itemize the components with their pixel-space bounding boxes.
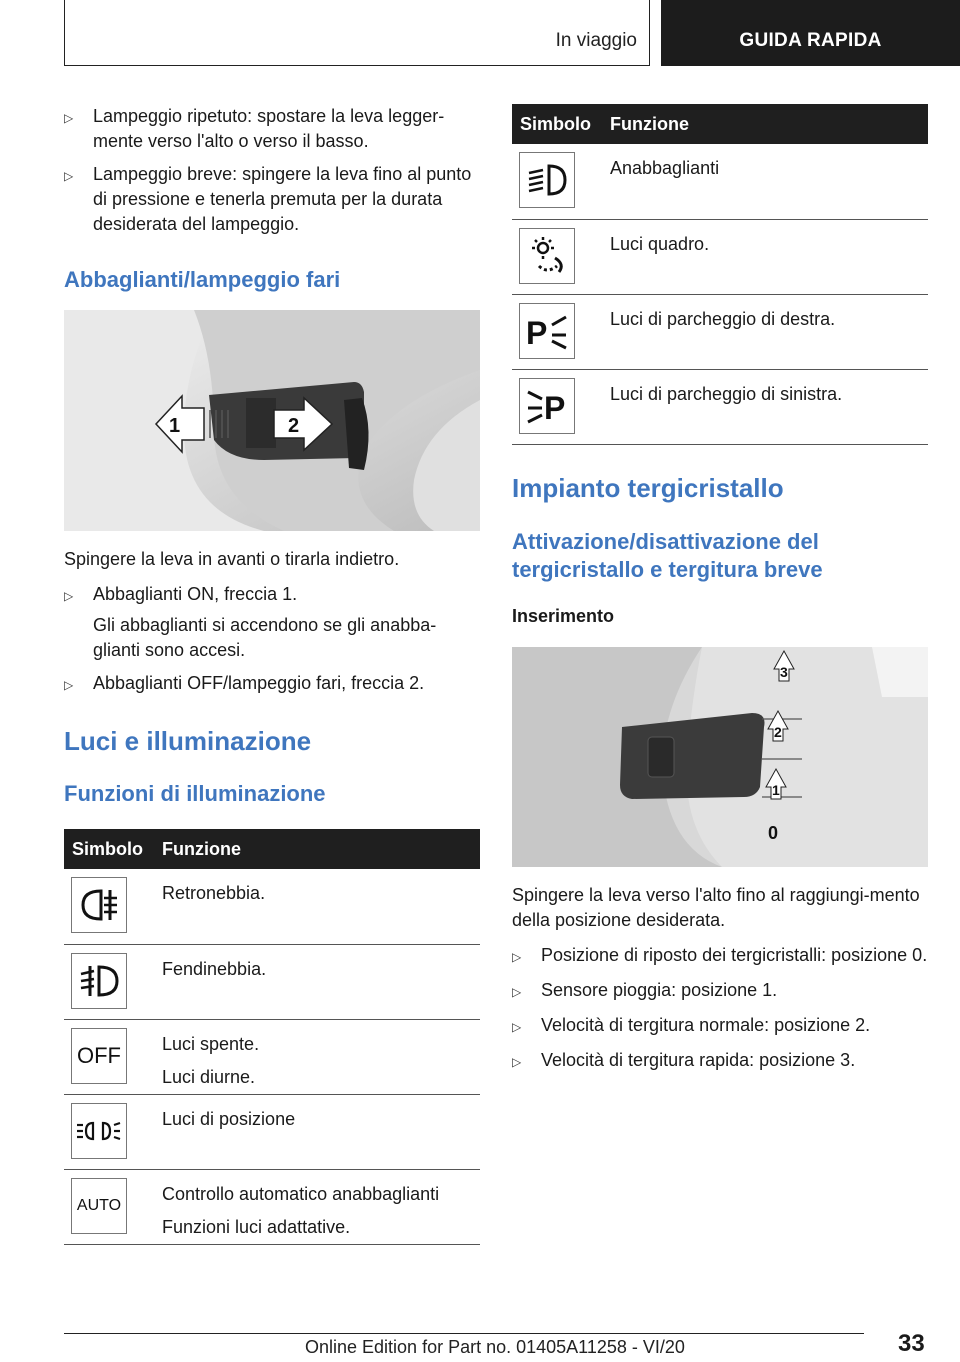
stalk-illustration <box>64 310 480 531</box>
list-item: ▷ Abbaglianti ON, freccia 1. Gli abbaglianti si accendono se gli anabba-glianti sono accesi. <box>64 582 480 663</box>
table-row: OFF Luci spente. Luci diurne. <box>64 1019 480 1094</box>
bullet-triangle-icon: ▷ <box>64 169 74 183</box>
right-column <box>512 104 928 1083</box>
page-number: 33 <box>898 1330 925 1357</box>
bullet-triangle-icon: ▷ <box>512 1054 522 1069</box>
list-item: ▷ Sensore pioggia: posizione 1. <box>512 978 928 1005</box>
lighting-table-continued <box>512 104 928 445</box>
position-label-2: 2 <box>774 723 782 740</box>
instrument-lighting-icon <box>519 228 575 284</box>
list-item: ▷ Lampeggio ripetuto: spostare la leva legger-mente verso l'alto o verso il basso. <box>64 104 480 154</box>
left-column <box>64 104 480 1245</box>
table-row: Anabbaglianti <box>512 144 928 219</box>
column-header-symbol: Simbolo <box>512 104 610 144</box>
table-row: Retronebbia. <box>64 869 480 944</box>
heading-attivazione: Attivazione/disattivazione del tergicristallo e tergitura breve <box>512 528 823 582</box>
table-row: Luci di posizione <box>64 1094 480 1169</box>
chapter-tab[interactable]: GUIDA RAPIDA <box>661 0 960 66</box>
heading-abbaglianti: Abbaglianti/lampeggio fari <box>64 267 341 292</box>
section-title: In viaggio <box>555 30 637 51</box>
off-icon: OFF <box>71 1028 127 1084</box>
column-header-symbol: Simbolo <box>64 829 162 869</box>
heading-luci: Luci e illuminazione <box>64 726 312 756</box>
heading-funzioni: Funzioni di illuminazione <box>64 781 326 806</box>
position-label-3: 3 <box>780 663 788 680</box>
position-label-1: 1 <box>772 781 780 798</box>
bullet-triangle-icon: ▷ <box>512 1019 522 1034</box>
bullet-triangle-icon: ▷ <box>512 984 522 999</box>
list-item: ▷ Lampeggio breve: spingere la leva fino al punto di pressione e tenerla premuta per la durata desiderata del lampeggio. <box>64 162 480 237</box>
lighting-table <box>64 829 480 1245</box>
wiper-intro: Spingere la leva verso l'alto fino al raggiungi-mento della posizione desiderata. <box>512 884 920 930</box>
table-row: P Luci di parcheggio di destra. <box>512 294 928 369</box>
wiper-illustration <box>512 647 928 867</box>
svg-text:P: P <box>544 389 566 426</box>
arrow-label-1: 1 <box>169 415 181 437</box>
svg-text:P: P <box>526 314 548 351</box>
heading-inserimento: Inserimento <box>512 605 615 626</box>
footer-edition: Online Edition for Part no. 01405A11258 - VI/20 <box>305 1337 685 1357</box>
rear-fog-light-icon <box>71 877 127 933</box>
bullet-triangle-icon: ▷ <box>64 111 74 125</box>
parking-left-icon <box>519 378 575 434</box>
list-item: ▷ Velocità di tergitura normale: posizione 2. <box>512 1013 928 1040</box>
list-item: ▷ Posizione di riposto dei tergicristalli: posizione 0. <box>512 943 928 970</box>
column-header-function: Funzione <box>610 104 928 144</box>
table-row: P Luci di parcheggio di sinistra. <box>512 369 928 444</box>
arrow-label-2: 2 <box>288 415 300 437</box>
front-fog-light-icon <box>71 953 127 1009</box>
parking-right-icon <box>519 303 575 359</box>
column-header-function: Funzione <box>162 829 480 869</box>
table-row: Fendinebbia. <box>64 944 480 1019</box>
header-box <box>64 0 650 66</box>
table-row: Luci quadro. <box>512 219 928 294</box>
list-item: ▷ Velocità di tergitura rapida: posizione 3. <box>512 1048 928 1075</box>
abbaglianti-intro: Spingere la leva in avanti o tirarla indietro. <box>64 549 400 569</box>
position-label-0: 0 <box>768 822 779 843</box>
list-item: ▷ Abbaglianti OFF/lampeggio fari, freccia 2. <box>64 671 480 698</box>
stalk-figure <box>64 310 480 531</box>
side-lights-icon <box>71 1103 127 1159</box>
low-beam-icon <box>519 152 575 208</box>
heading-impianto: Impianto tergicristallo <box>512 472 784 503</box>
footer-divider <box>64 1333 864 1334</box>
table-row: AUTO Controllo automatico anabbaglianti Funzioni luci adattative. <box>64 1169 480 1244</box>
bullet-triangle-icon: ▷ <box>512 949 522 964</box>
bullet-triangle-icon: ▷ <box>64 589 74 603</box>
bullet-triangle-icon: ▷ <box>64 678 74 692</box>
auto-icon: AUTO <box>71 1178 127 1234</box>
wiper-figure <box>512 647 928 867</box>
